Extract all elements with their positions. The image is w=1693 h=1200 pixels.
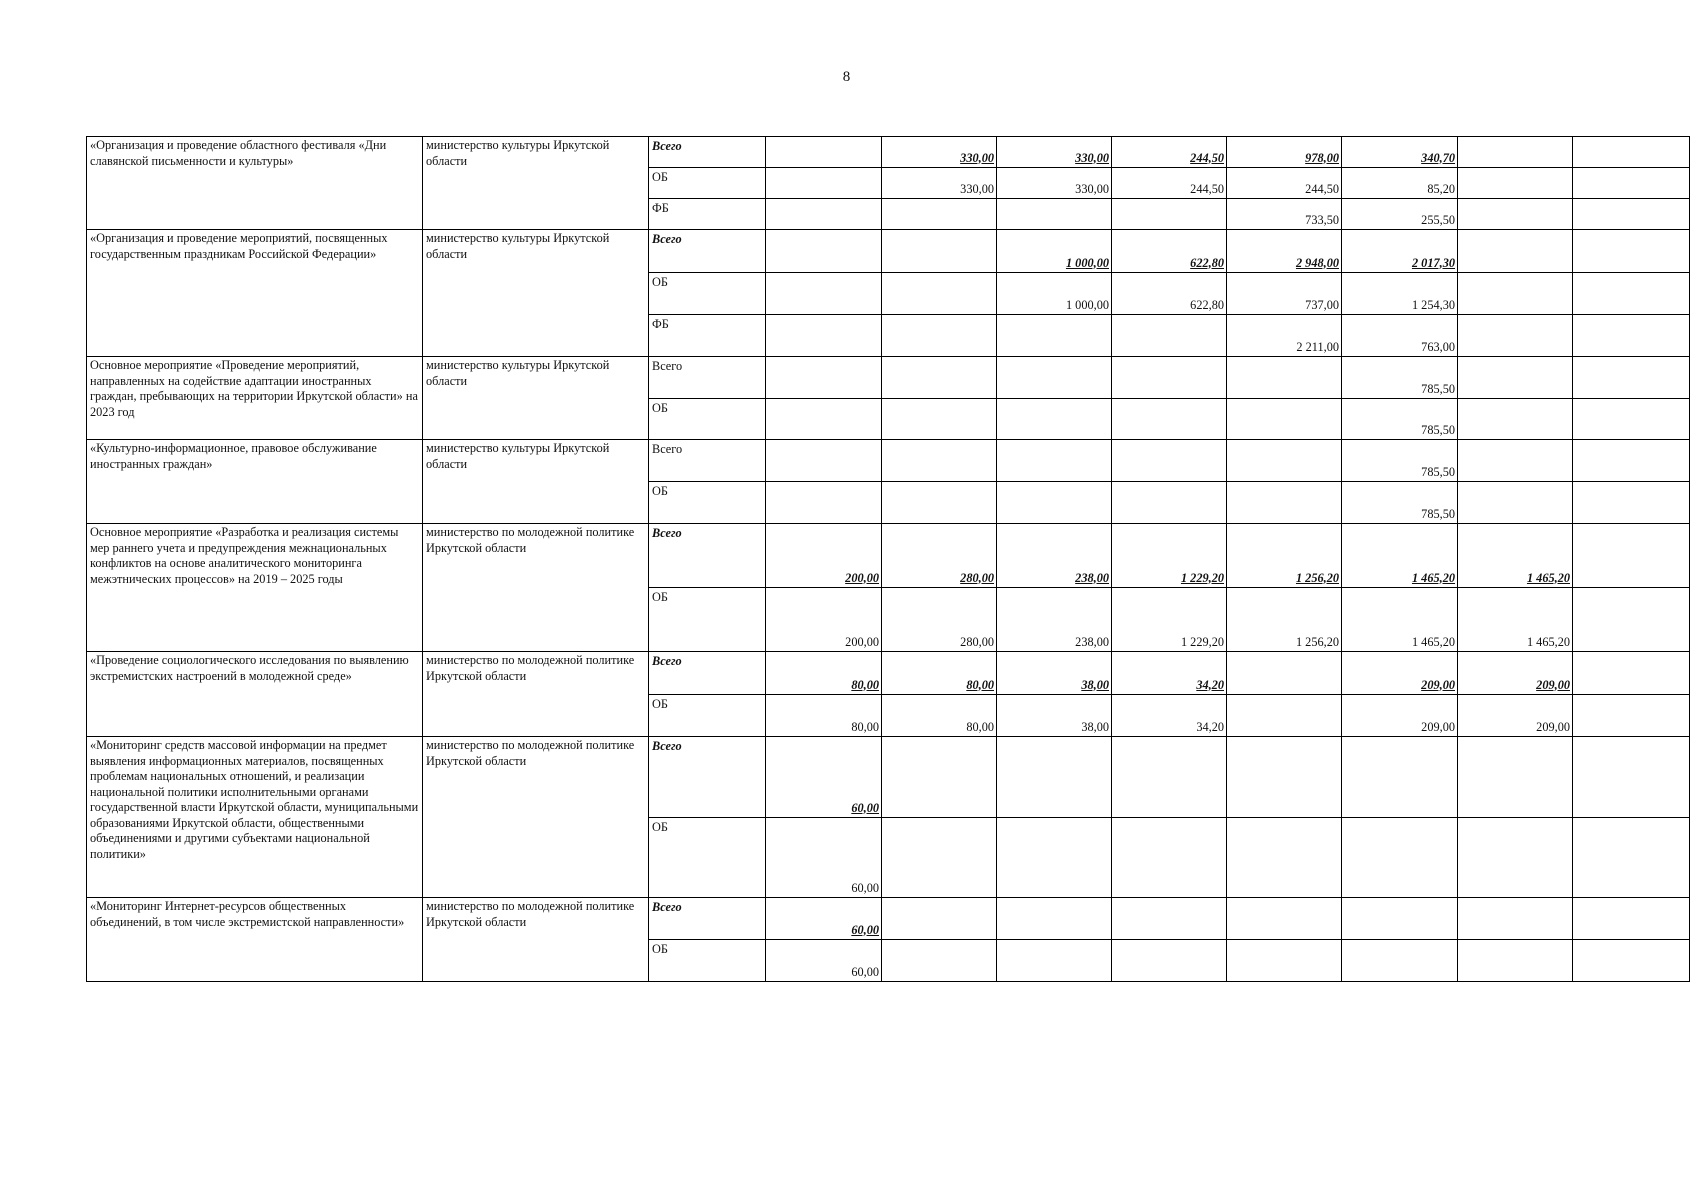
executor: министерство по молодежной политике Иркутской области	[423, 737, 649, 898]
amount-cell	[997, 737, 1112, 818]
funding-source: ФБ	[649, 315, 766, 357]
amount-cell: 737,00	[1227, 273, 1342, 315]
amount-cell	[997, 199, 1112, 230]
amount-cell	[1342, 898, 1458, 940]
amount-cell	[1112, 357, 1227, 399]
amount-cell: 209,00	[1342, 652, 1458, 695]
amount-cell	[882, 230, 997, 273]
amount-cell	[1112, 737, 1227, 818]
amount-cell	[1573, 482, 1690, 524]
amount-cell	[1112, 199, 1227, 230]
table-row	[87, 137, 1690, 168]
funding-source: ОБ	[649, 482, 766, 524]
amount-cell	[1227, 482, 1342, 524]
amount-cell	[766, 168, 882, 199]
amount-cell: 1 465,20	[1342, 524, 1458, 588]
funding-source: Всего	[649, 898, 766, 940]
amount-cell	[1573, 524, 1690, 588]
amount-cell: 622,80	[1112, 273, 1227, 315]
amount-cell	[1227, 940, 1342, 982]
amount-cell: 80,00	[882, 695, 997, 737]
funding-source: Всего	[649, 357, 766, 399]
amount-cell: 85,20	[1342, 168, 1458, 199]
amount-cell	[1458, 273, 1573, 315]
funding-source: Всего	[649, 230, 766, 273]
amount-cell	[1573, 273, 1690, 315]
amount-cell: 60,00	[766, 940, 882, 982]
activity-name: «Мониторинг средств массовой информации на предмет выявления информационных материалов, посвященных проблемам национальных отношений, и реализации национальной политики исполнительными органами государственной власти Иркутской области, муниципальными образованиями Иркутской области, общественными объединениями и другими субъектами национальной политики»	[87, 737, 423, 898]
amount-cell	[1573, 818, 1690, 898]
amount-cell: 238,00	[997, 524, 1112, 588]
amount-cell: 733,50	[1227, 199, 1342, 230]
funding-source: ОБ	[649, 940, 766, 982]
table-row	[87, 357, 1690, 399]
amount-cell	[766, 482, 882, 524]
amount-cell	[1573, 168, 1690, 199]
amount-cell: 2 948,00	[1227, 230, 1342, 273]
activity-name: «Организация и проведение мероприятий, посвященных государственным праздникам Российской Федерации»	[87, 230, 423, 357]
funding-source: Всего	[649, 524, 766, 588]
amount-cell	[1458, 137, 1573, 168]
amount-cell	[1112, 315, 1227, 357]
amount-cell	[1112, 898, 1227, 940]
amount-cell	[882, 199, 997, 230]
amount-cell: 330,00	[882, 168, 997, 199]
funding-source: Всего	[649, 652, 766, 695]
amount-cell: 1 229,20	[1112, 588, 1227, 652]
amount-cell	[1458, 482, 1573, 524]
funding-source: ОБ	[649, 818, 766, 898]
amount-cell	[1112, 818, 1227, 898]
amount-cell	[1573, 315, 1690, 357]
activity-name: «Культурно-информационное, правовое обслуживание иностранных граждан»	[87, 440, 423, 524]
amount-cell: 60,00	[766, 818, 882, 898]
amount-cell	[1573, 737, 1690, 818]
funding-source: Всего	[649, 440, 766, 482]
amount-cell	[1458, 898, 1573, 940]
amount-cell: 1 229,20	[1112, 524, 1227, 588]
amount-cell	[882, 399, 997, 440]
amount-cell	[1227, 898, 1342, 940]
amount-cell	[1458, 199, 1573, 230]
amount-cell	[1458, 440, 1573, 482]
executor: министерство по молодежной политике Иркутской области	[423, 524, 649, 652]
amount-cell	[1227, 818, 1342, 898]
executor: министерство культуры Иркутской области	[423, 440, 649, 524]
activity-name: «Организация и проведение областного фестиваля «Дни славянской письменности и культуры»	[87, 137, 423, 230]
funding-source: ОБ	[649, 168, 766, 199]
amount-cell	[882, 357, 997, 399]
amount-cell	[766, 315, 882, 357]
funding-source: ОБ	[649, 399, 766, 440]
funding-source: Всего	[649, 737, 766, 818]
amount-cell	[1458, 940, 1573, 982]
amount-cell: 80,00	[766, 652, 882, 695]
amount-cell	[1458, 315, 1573, 357]
funding-source: ОБ	[649, 588, 766, 652]
amount-cell	[1227, 737, 1342, 818]
amount-cell: 1 256,20	[1227, 524, 1342, 588]
amount-cell	[997, 940, 1112, 982]
amount-cell: 209,00	[1342, 695, 1458, 737]
amount-cell	[1227, 357, 1342, 399]
amount-cell	[1573, 357, 1690, 399]
amount-cell	[766, 230, 882, 273]
amount-cell	[766, 273, 882, 315]
amount-cell	[1458, 230, 1573, 273]
amount-cell: 244,50	[1112, 168, 1227, 199]
amount-cell: 978,00	[1227, 137, 1342, 168]
amount-cell: 34,20	[1112, 652, 1227, 695]
amount-cell	[1112, 399, 1227, 440]
table-row	[87, 652, 1690, 695]
activity-name: «Мониторинг Интернет-ресурсов общественных объединений, в том числе экстремистской направленности»	[87, 898, 423, 982]
amount-cell: 238,00	[997, 588, 1112, 652]
amount-cell	[1573, 137, 1690, 168]
amount-cell	[1573, 440, 1690, 482]
amount-cell: 330,00	[882, 137, 997, 168]
amount-cell	[997, 482, 1112, 524]
amount-cell	[882, 940, 997, 982]
amount-cell: 340,70	[1342, 137, 1458, 168]
amount-cell: 622,80	[1112, 230, 1227, 273]
table-row	[87, 230, 1690, 273]
amount-cell	[1342, 737, 1458, 818]
amount-cell	[1112, 482, 1227, 524]
executor: министерство культуры Иркутской области	[423, 357, 649, 440]
executor: министерство по молодежной политике Иркутской области	[423, 898, 649, 982]
amount-cell: 1 256,20	[1227, 588, 1342, 652]
amount-cell: 785,50	[1342, 357, 1458, 399]
amount-cell	[1458, 818, 1573, 898]
amount-cell	[1227, 695, 1342, 737]
amount-cell	[1573, 199, 1690, 230]
amount-cell: 280,00	[882, 524, 997, 588]
funding-source: Всего	[649, 137, 766, 168]
amount-cell: 330,00	[997, 168, 1112, 199]
amount-cell: 330,00	[997, 137, 1112, 168]
funding-source: ОБ	[649, 695, 766, 737]
amount-cell	[1458, 357, 1573, 399]
amount-cell: 60,00	[766, 737, 882, 818]
amount-cell: 1 000,00	[997, 273, 1112, 315]
amount-cell	[1458, 399, 1573, 440]
amount-cell	[882, 898, 997, 940]
amount-cell: 763,00	[1342, 315, 1458, 357]
executor: министерство культуры Иркутской области	[423, 230, 649, 357]
amount-cell	[997, 818, 1112, 898]
amount-cell	[882, 818, 997, 898]
amount-cell: 200,00	[766, 588, 882, 652]
amount-cell	[997, 898, 1112, 940]
amount-cell: 80,00	[882, 652, 997, 695]
amount-cell	[1342, 818, 1458, 898]
amount-cell: 785,50	[1342, 399, 1458, 440]
amount-cell: 785,50	[1342, 440, 1458, 482]
amount-cell	[997, 357, 1112, 399]
amount-cell: 2 017,30	[1342, 230, 1458, 273]
amount-cell	[882, 737, 997, 818]
amount-cell	[1227, 440, 1342, 482]
table-row	[87, 524, 1690, 588]
amount-cell: 2 211,00	[1227, 315, 1342, 357]
executor: министерство культуры Иркутской области	[423, 137, 649, 230]
amount-cell	[1573, 399, 1690, 440]
amount-cell	[882, 315, 997, 357]
amount-cell	[1458, 737, 1573, 818]
amount-cell	[766, 440, 882, 482]
amount-cell	[1573, 898, 1690, 940]
amount-cell: 1 465,20	[1342, 588, 1458, 652]
amount-cell: 209,00	[1458, 652, 1573, 695]
table-row	[87, 737, 1690, 818]
budget-table	[86, 136, 1690, 982]
amount-cell	[882, 440, 997, 482]
amount-cell	[1573, 230, 1690, 273]
amount-cell	[766, 399, 882, 440]
funding-source: ФБ	[649, 199, 766, 230]
amount-cell: 785,50	[1342, 482, 1458, 524]
funding-source: ОБ	[649, 273, 766, 315]
amount-cell	[997, 315, 1112, 357]
amount-cell	[1342, 940, 1458, 982]
amount-cell	[1573, 588, 1690, 652]
amount-cell	[766, 199, 882, 230]
amount-cell: 244,50	[1112, 137, 1227, 168]
executor: министерство по молодежной политике Иркутской области	[423, 652, 649, 737]
amount-cell	[1458, 168, 1573, 199]
amount-cell: 38,00	[997, 695, 1112, 737]
amount-cell: 1 465,20	[1458, 588, 1573, 652]
amount-cell	[997, 399, 1112, 440]
amount-cell: 38,00	[997, 652, 1112, 695]
activity-name: Основное мероприятие «Разработка и реализация системы мер раннего учета и предупреждения межнациональных конфликтов на основе аналитического мониторинга межэтнических процессов» на 2019 – 2025 годы	[87, 524, 423, 652]
amount-cell	[1112, 440, 1227, 482]
amount-cell	[1112, 940, 1227, 982]
amount-cell	[1573, 695, 1690, 737]
amount-cell	[766, 357, 882, 399]
amount-cell: 244,50	[1227, 168, 1342, 199]
amount-cell: 200,00	[766, 524, 882, 588]
amount-cell	[1573, 652, 1690, 695]
amount-cell: 280,00	[882, 588, 997, 652]
page-number: 8	[842, 69, 851, 85]
amount-cell: 1 254,30	[1342, 273, 1458, 315]
amount-cell	[1573, 940, 1690, 982]
activity-name: «Проведение социологического исследования по выявлению экстремистских настроений в молодежной среде»	[87, 652, 423, 737]
amount-cell	[766, 137, 882, 168]
amount-cell: 60,00	[766, 898, 882, 940]
amount-cell: 255,50	[1342, 199, 1458, 230]
activity-name: Основное мероприятие «Проведение мероприятий, направленных на содействие адаптации иностранных граждан, пребывающих на территории Иркутской области» на 2023 год	[87, 357, 423, 440]
amount-cell	[1227, 652, 1342, 695]
amount-cell: 1 465,20	[1458, 524, 1573, 588]
amount-cell	[1227, 399, 1342, 440]
amount-cell	[997, 440, 1112, 482]
table-row	[87, 898, 1690, 940]
amount-cell	[882, 273, 997, 315]
amount-cell: 80,00	[766, 695, 882, 737]
amount-cell	[882, 482, 997, 524]
table-row	[87, 440, 1690, 482]
amount-cell: 1 000,00	[997, 230, 1112, 273]
amount-cell: 34,20	[1112, 695, 1227, 737]
amount-cell: 209,00	[1458, 695, 1573, 737]
